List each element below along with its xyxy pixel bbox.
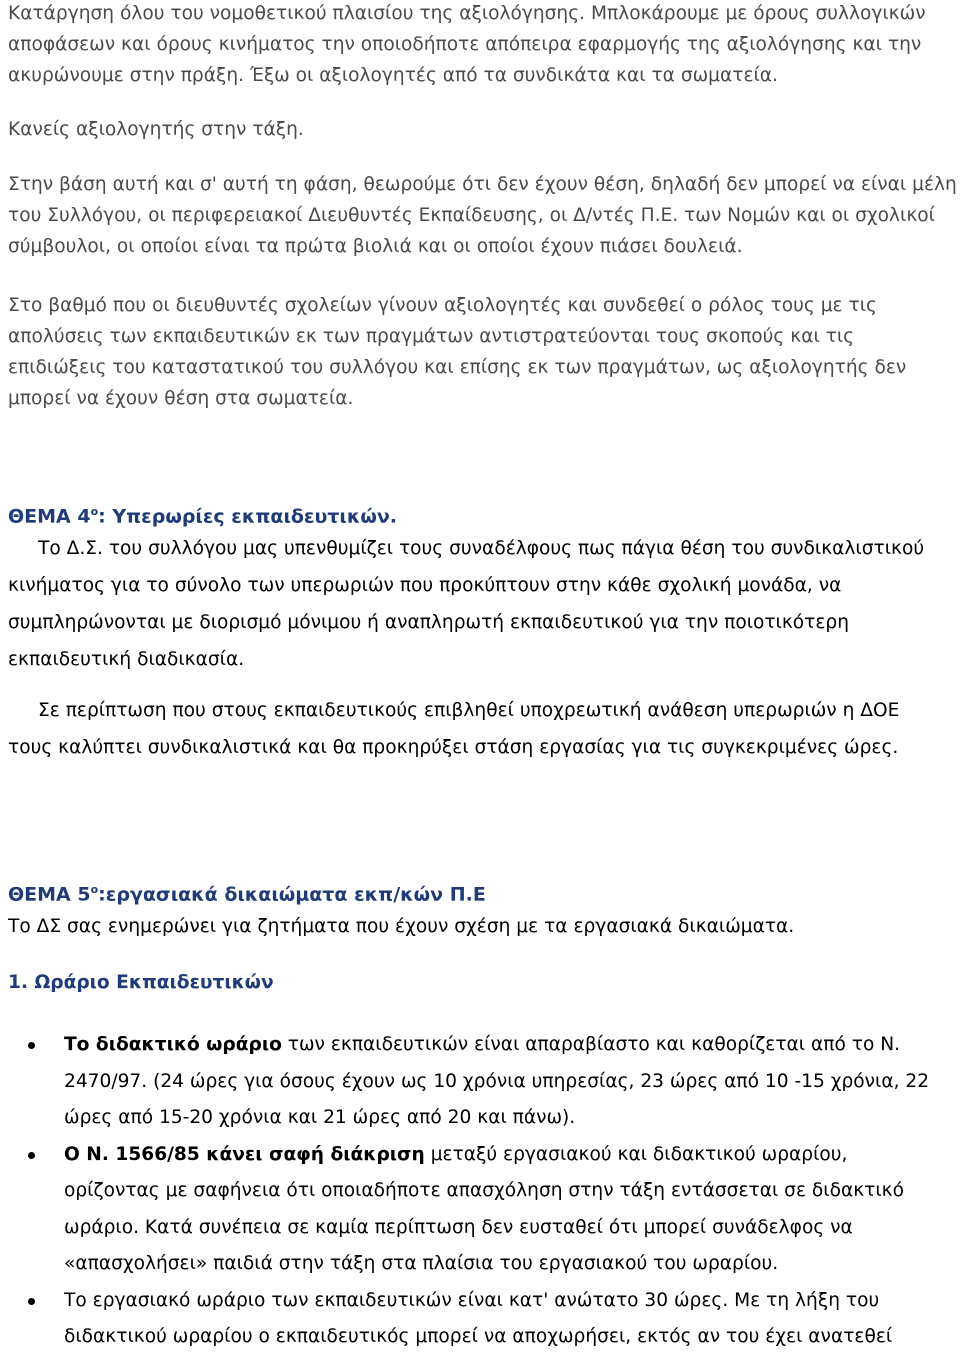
- list-item: Το εργασιακό ωράριο των εκπαιδευτικών είναι κατ' ανώτατο 30 ώρες. Με τη λήξη του διδακτικού ωραρίου ο εκπαιδευτικός μπορεί να αποχωρήσει, εκτός αν του έχει ανατεθεί: [0, 1283, 945, 1356]
- paragraph-overtime: Το Δ.Σ. του συλλόγου μας υπενθυμίζει τους συναδέλφους πως πάγια θέση του συνδικαλιστικού κινήματος για το σύνολο των υπερωριών που προκύπτουν στην κάθε σχολική μονάδα, να συμπληρώνονται με διορισμό μόνιμου ή αναπληρωτή εκπαιδευτικού για την ποιοτικότερη εκπαιδευτική διαδικασία.: [8, 538, 925, 670]
- theme-4-heading: ΘΕΜΑ $4^o$: Υπερωρίες εκπαιδευτικών.: [8, 505, 398, 528]
- paragraph-directors: Στο βαθμό που οι διευθυντές σχολείων γίνουν αξιολογητές και συνδεθεί ο ρόλος τους με τις απολύσεις των εκπαιδευτικών εκ των πραγμάτων αντιστρατεύονται τους σκοπούς και τις επιδιώξεις του καταστατικού του συλλόγου και επίσης εκ των πραγμάτων, ως αξιολογητής δεν μπορεί να έχουν θέση στα σωματεία.: [8, 295, 907, 409]
- bullet-icon: [28, 1042, 35, 1049]
- paragraph-strike: Σε περίπτωση που στους εκπαιδευτικούς επιβληθεί υποχρεωτική ανάθεση υπερωριών η ΔΟΕ τους καλύπτει συνδικαλιστικά και θα προκηρύξει στάση εργασίας για τις συγκεκριμένες ώρες.: [8, 700, 900, 758]
- paragraph-abolish-evaluation: Κατάργηση όλου του νομοθετικού πλαισίου της αξιολόγησης. Μπλοκάρουμε με όρους συλλογικών αποφάσεων και όρους κινήματος την οποιοδήποτε απόπειρα εφαρμογής της αξιολόγησης και την ακυρώνουμε στην πράξη. Έξω οι αξιολογητές από τα συνδικάτα και τα σωματεία.: [8, 3, 926, 86]
- list-item: Ο Ν. 1566/85 κάνει σαφή διάκριση μεταξύ εργασιακού και διδακτικού ωραρίου, ορίζοντας με σαφήνεια ότι οποιαδήποτε απασχόληση στην τάξη εντάσσεται σε διδακτικό ωράριο. Κατά συνέπεια σε καμία περίπτωση δεν ευσταθεί ότι μπορεί συνάδελφος να «απασχολήσει» παιδιά στην τάξη στα πλαίσια του εργασιακού του ωραρίου.: [0, 1137, 945, 1283]
- bullet-icon: [28, 1298, 35, 1305]
- paragraph-basis: Στην βάση αυτή και σ' αυτή τη φάση, θεωρούμε ότι δεν έχουν θέση, δηλαδή δεν μπορεί να είναι μέλη του Συλλόγου, οι περιφερειακοί Διευθυντές Εκπαίδευσης, οι Δ/ντές Π.Ε. των Νομών και οι σχολικοί σύμβουλοι, οι οποίοι είναι τα πρώτα βιολιά και οι οποίοι έχουν πιάσει δουλειά.: [8, 174, 957, 257]
- theme-5-heading: ΘΕΜΑ $5^o:\varepsilon\rho\gamma\alpha\sigma\iota\alpha\kappa ά$ δικαιώματα εκπ/κών Π.Ε: [8, 883, 486, 906]
- paragraph-no-evaluator: Κανείς αξιολογητής στην τάξη.: [8, 119, 304, 140]
- section-1-heading: 1. Ωράριο Εκπαιδευτικών: [8, 972, 274, 993]
- list-item: Το διδακτικό ωράριο των εκπαιδευτικών είναι απαραβίαστο και καθορίζεται από το Ν. 2470/97. (24 ώρες για όσους έχουν ως 10 χρόνια υπηρεσίας, 23 ώρες από 10 -15 χρόνια, 22 ώρες από 15-20 χρόνια και 21 ώρες από 20 και πάνω).: [0, 1027, 945, 1137]
- bullet-icon: [28, 1152, 35, 1159]
- rights-list: [0, 1027, 945, 1356]
- paragraph-inform: Το ΔΣ σας ενημερώνει για ζητήματα που έχουν σχέση με τα εργασιακά δικαιώματα.: [8, 916, 795, 937]
